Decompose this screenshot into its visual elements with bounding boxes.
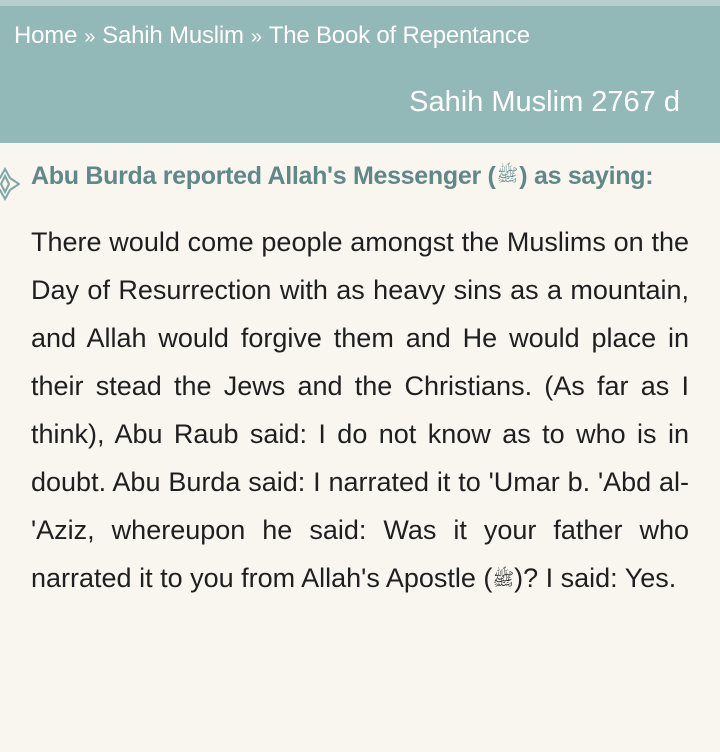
narrator-suffix: ) as saying: bbox=[519, 162, 654, 190]
breadcrumb-separator: » bbox=[84, 26, 96, 48]
hadith-text bbox=[31, 218, 689, 603]
breadcrumb-separator: » bbox=[250, 26, 262, 48]
breadcrumb bbox=[14, 22, 530, 50]
narrator-line bbox=[31, 162, 653, 191]
breadcrumb-collection-link[interactable]: Sahih Muslim bbox=[102, 22, 244, 49]
narrator-prefix: Abu Burda reported Allah's Messenger ( bbox=[31, 162, 496, 190]
breadcrumb-home-link[interactable]: Home bbox=[14, 22, 78, 49]
breadcrumb-book-link[interactable]: The Book of Repentance bbox=[268, 22, 530, 49]
hadith-reference[interactable]: Sahih Muslim 2767 d bbox=[409, 86, 680, 118]
hadith-text-part2: )? I said: Yes. bbox=[514, 563, 677, 593]
page-header bbox=[0, 0, 720, 143]
pbuh-honorific-icon: ﷺ bbox=[492, 569, 515, 589]
hadith-text-part1: There would come people amongst the Muslims on the Day of Resurrection with as heavy sins as a mountain, and Allah would forgive them and He would place in their stead the Jews and the Christians. (As far as I think), Abu Raub said: I do not know as to who is in doubt. Abu Burda said: I narrated it to 'Umar b. 'Abd al-'Aziz, whereupon he said: Was it your father who narrated it to you from Allah's Apostle ( bbox=[31, 227, 689, 593]
pbuh-honorific-icon: ﷺ bbox=[496, 165, 519, 186]
star-ornament-icon bbox=[0, 166, 20, 202]
